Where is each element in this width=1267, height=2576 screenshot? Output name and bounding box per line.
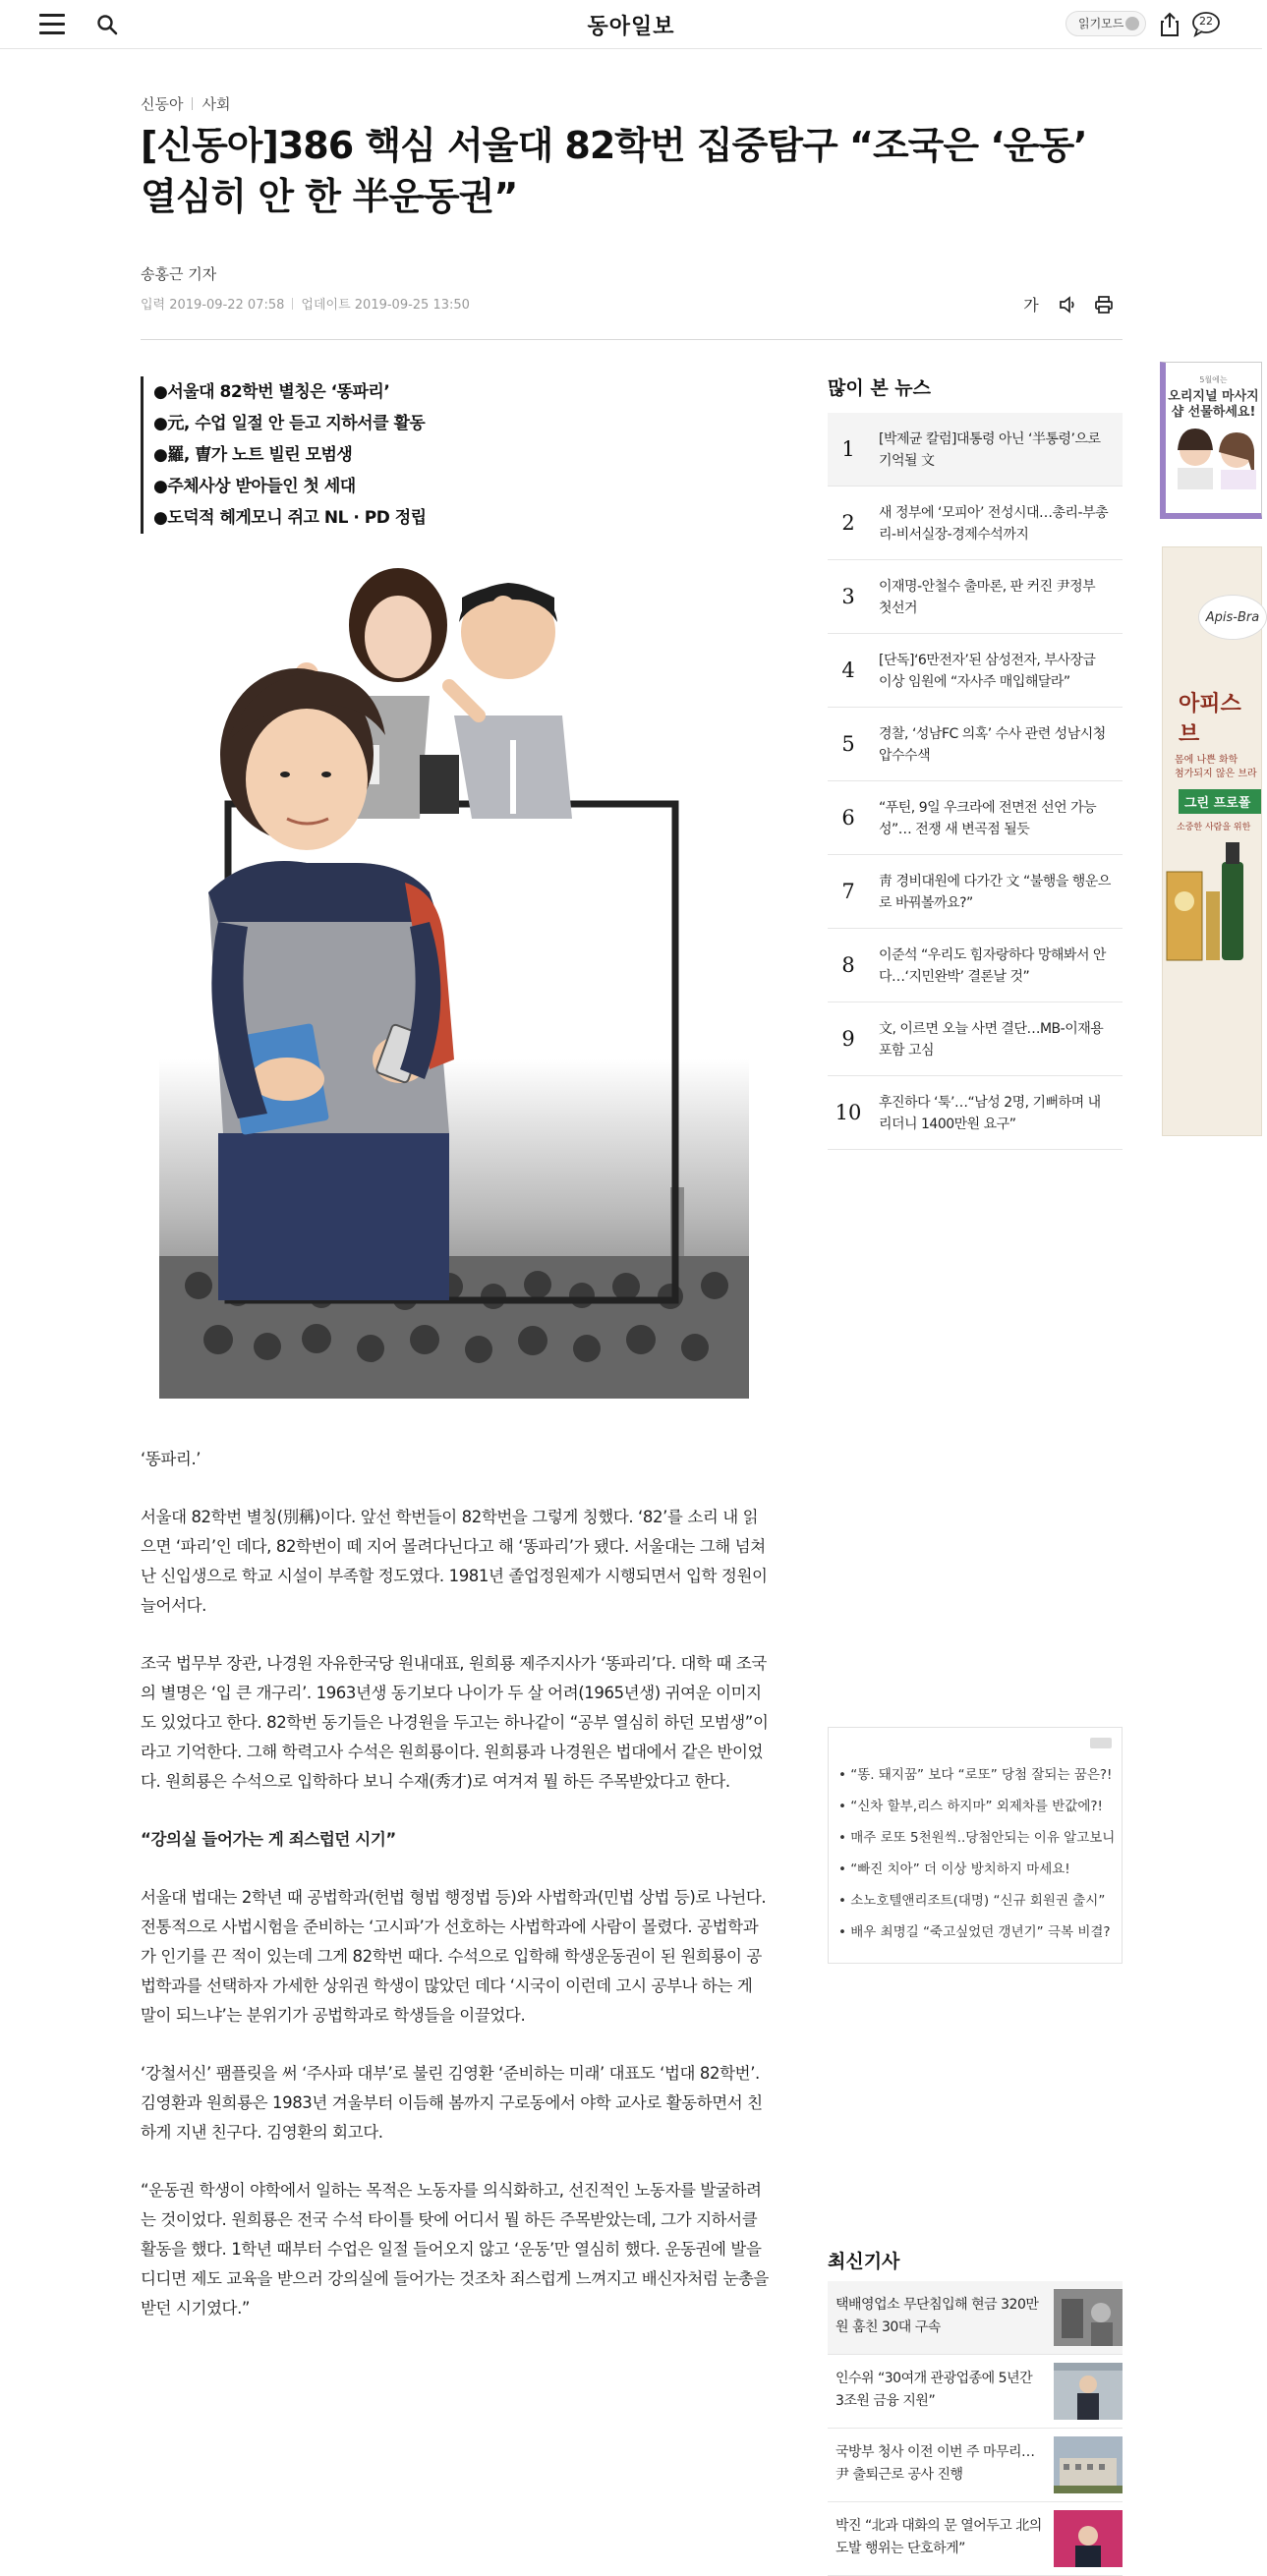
rank-number: 2: [841, 511, 855, 535]
article-summary: [141, 376, 427, 534]
latest-news-thumbnail[interactable]: [1054, 2289, 1123, 2346]
latest-news-list: [828, 2281, 1123, 2576]
most-viewed-headline[interactable]: 후진하다 ‘툭’…“남성 2명, 기뻐하며 내리더니 1400만원 요구”: [879, 1095, 1101, 1132]
latest-news-headline[interactable]: 국방부 청사 이전 이번 주 마무리…尹 출퇴근로 공사 진행: [835, 2444, 1035, 2483]
read-mode-label: 읽기모드: [1078, 17, 1124, 30]
ad-kicker: 5월에는: [1199, 375, 1228, 384]
most-viewed-item[interactable]: [828, 1002, 1123, 1076]
rank-number: 4: [841, 658, 855, 682]
update-date: 업데이트 2019-09-25 13:50: [301, 298, 470, 313]
rank-number: 9: [841, 1027, 855, 1051]
most-viewed-item[interactable]: [828, 560, 1123, 634]
ad-copy: 첨가되지 않은 브라: [1175, 769, 1257, 779]
most-viewed-headline[interactable]: [단독]‘6만전자’된 삼성전자, 부사장급 이상 임원에 “자사주 매입해달라”: [879, 653, 1096, 690]
latest-news-thumbnail[interactable]: [1054, 2436, 1123, 2493]
read-mode-toggle[interactable]: [1065, 11, 1146, 36]
summary-item: ●도덕적 헤게모니 쥐고 NL · PD 정립: [153, 508, 427, 528]
body-paragraph: “운동권 학생이 야학에서 일하는 목적은 노동자를 의식화하고, 선진적인 노동자를 발굴하려는 것이었다. 원희룡은 전국 수석 타이틀 탓에 어디서 뭘 하든 주목받았는데, 그가 지하서클 활동을 했다. 1학년 때부터 수업은 일절 들어오지 않고 ‘운동’만 열심히 했다. 운동권에 발을 디디면 제도 교육을 받으러 강의실에 들어가는 것조차 죄스럽게 느껴지고 배신자처럼 눈총을 받던 시기였다.”: [141, 2181, 769, 2318]
ad-copy: 소중한 사람을 위한: [1177, 823, 1251, 832]
share-icon[interactable]: [1158, 12, 1181, 37]
breadcrumb: [141, 93, 230, 114]
rank-number: 5: [841, 732, 855, 756]
latest-news-thumbnail[interactable]: [1054, 2510, 1123, 2567]
toggle-knob: [1125, 17, 1139, 30]
top-bar: [0, 0, 1262, 49]
article-title: [신동아]386 핵심 서울대 82학번 집중탐구 “조국은 ‘운동’ 열심히 안 한 半운동권”: [141, 124, 1087, 218]
breadcrumb-category[interactable]: 사회: [202, 95, 231, 113]
most-viewed-headline[interactable]: 文, 이르면 오늘 사면 결단…MB-이재용 포함 고심: [879, 1021, 1104, 1059]
most-viewed-item[interactable]: [828, 634, 1123, 708]
most-viewed-item[interactable]: [828, 1076, 1123, 1150]
latest-news-headline[interactable]: 택배영업소 무단침입해 현금 320만 원 훔친 30대 구속: [835, 2297, 1039, 2335]
latest-news-title: 최신기사: [828, 2251, 900, 2272]
rank-number: 7: [841, 880, 855, 903]
latest-news-headline[interactable]: 인수위 “30여개 관광업종에 5년간 3조원 금융 지원”: [835, 2371, 1033, 2409]
latest-news-thumbnail[interactable]: [1054, 2363, 1123, 2420]
ad-brand-title: 아피스브: [1179, 692, 1241, 747]
most-viewed-headline[interactable]: “푸틴, 9일 우크라에 전면전 선언 가능성”… 전쟁 새 변곡점 될듯: [879, 800, 1097, 837]
latest-news-item[interactable]: [828, 2429, 1123, 2502]
rank-number: 6: [841, 806, 855, 830]
most-viewed-headline[interactable]: 이재명-안철수 출마론, 판 커진 尹정부 첫선거: [879, 579, 1096, 616]
ad-people-image: [1166, 421, 1264, 489]
rank-number: 10: [835, 1101, 862, 1124]
sponsored-links-box: [828, 1727, 1123, 1964]
sponsored-link[interactable]: • “빠진 치아” 더 이상 방치하지 마세요!: [838, 1861, 1070, 1877]
site-logo[interactable]: 동아일보: [587, 14, 675, 39]
sponsored-link[interactable]: • 배우 최명길 “죽고싶었던 갱년기” 극복 비결?: [838, 1924, 1111, 1940]
ad-tag: [1090, 1738, 1112, 1748]
font-size-button[interactable]: 가: [1023, 296, 1039, 315]
body-paragraph: 서울대 82학번 별칭(別稱)이다. 앞선 학번들이 82학번을 그렇게 칭했다. ‘82’를 소리 내 읽으면 ‘파리’인 데다, 82학번이 떼 지어 몰려다닌다고 해 ‘똥파리’가 됐다. 서울대는 그해 넘쳐난 신입생으로 학교 시설이 부족할 정도였다. 1981년 졸업정원제가 시행되면서 입학 정원이 늘어서다.: [141, 1508, 768, 1615]
summary-item: ●元, 수업 일절 안 듣고 지하서클 활동: [153, 414, 426, 433]
summary-item: ●羅, 曺가 노트 빌린 모범생: [153, 445, 353, 465]
author-byline[interactable]: 송홍근 기자: [141, 265, 217, 283]
most-viewed-item[interactable]: [828, 413, 1123, 487]
ad-product-image: [1163, 832, 1261, 970]
rank-number: 1: [841, 437, 855, 461]
sponsored-link[interactable]: • “똥. 돼지꿈” 보다 “로또” 당첨 잘되는 꿈은?!: [838, 1767, 1113, 1783]
most-viewed-item[interactable]: [828, 781, 1123, 855]
latest-news-item[interactable]: [828, 2281, 1123, 2355]
ad-green-label: 그린 프로폴: [1179, 789, 1261, 814]
most-viewed-item[interactable]: [828, 708, 1123, 781]
rank-number: 8: [841, 953, 855, 977]
body-paragraph: 서울대 법대는 2학년 때 공법학과(헌법 형법 행정법 등)와 사법학과(민법 상법 등)로 나뉜다. 전통적으로 사법시험을 준비하는 ‘고시파’가 선호하는 사법학과에 사람이 몰렸다. 공법학과가 인기를 끈 적이 있는데 그게 82학번 때다. 수석으로 입학해 학생운동권이 된 원희룡이 공법학과를 선택하자 가세한 상위권 학생이 많았던 데다 ‘시국이 이런데 고시 공부나 하는 게 말이 되느냐’는 분위기가 공법학과로 학생들을 이끌었다.: [141, 1888, 767, 2025]
most-viewed-list: [828, 413, 1123, 1150]
sponsored-link[interactable]: • 소노호텔앤리조트(대명) “신규 회원권 출시”: [838, 1893, 1106, 1909]
breadcrumb-section[interactable]: 신동아: [141, 95, 184, 113]
input-date: 입력 2019-09-22 07:58: [141, 298, 285, 313]
rank-number: 3: [841, 585, 855, 608]
most-viewed-headline[interactable]: 경찰, ‘성남FC 의혹’ 수사 관련 성남시청 압수수색: [879, 726, 1106, 764]
header-divider: [141, 339, 1123, 340]
summary-item: ●서울대 82학번 별칭은 ‘똥파리’: [153, 382, 390, 402]
article-tools: [1015, 292, 1120, 319]
latest-news-item[interactable]: [828, 2502, 1123, 2576]
body-paragraph: ‘똥파리.’: [141, 1450, 202, 1468]
most-viewed-title: 많이 본 뉴스: [828, 377, 931, 399]
most-viewed-item[interactable]: [828, 487, 1123, 560]
sponsored-link[interactable]: • “신차 할부,리스 하지마” 외제차를 반값에?!: [838, 1799, 1103, 1814]
body-paragraph: 조국 법무부 장관, 나경원 자유한국당 원내대표, 원희룡 제주지사가 ‘똥파리’다. 대학 때 조국의 별명은 ‘입 큰 개구리’. 1963년생 동기보다 나이가 두 살 어려(1965년생) 귀여운 이미지도 있었다고 한다. 82학번 동기들은 나경원을 두고는 하나같이 “공부 열심히 하던 모범생”이라고 기억한다. 그해 학력고사 수석은 원희룡이다. 원희룡과 나경원은 법대에서 같은 반이었다. 원희룡은 수석으로 입학하다 보니 수재(秀才)로 여겨져 뭘 하든 주목받았다고 한다.: [141, 1654, 769, 1791]
ad-copy: 몸에 나쁜 화학: [1175, 755, 1238, 766]
sponsored-link[interactable]: • 매주 로또 5천원씩..당첨안되는 이유 알고보니: [838, 1830, 1116, 1846]
most-viewed-item[interactable]: [828, 929, 1123, 1002]
summary-item: ●주체사상 받아들인 첫 세대: [153, 477, 356, 496]
most-viewed-headline[interactable]: 靑 경비대원에 다가간 文 “불행을 행운으로 바꿔볼까요?”: [879, 874, 1111, 911]
print-icon[interactable]: [1088, 292, 1120, 319]
ad-banner-top[interactable]: [1160, 362, 1262, 519]
article-dates: [141, 294, 470, 313]
latest-news-item[interactable]: [828, 2355, 1123, 2429]
most-viewed-headline[interactable]: 새 정부에 ‘모피아’ 전성시대…총리-부총리-비서실장-경제수석까지: [879, 505, 1109, 543]
comment-count[interactable]: 22: [1199, 15, 1213, 28]
article-body: [141, 1445, 770, 2323]
ad-brand-logo: Apis-Bra: [1198, 595, 1267, 640]
ad-text: 오리지널 마사지샵 선물하세요!: [1168, 389, 1259, 420]
most-viewed-item[interactable]: [828, 855, 1123, 929]
body-paragraph: ‘강철서신’ 팸플릿을 써 ‘주사파 대부’로 불린 김영환 ‘준비하는 미래’ 대표도 ‘법대 82학번’. 김영환과 원희룡은 1983년 겨울부터 이듬해 봄까지 구로동에서 야학 교사로 활동하면서 친하게 지낸 친구다. 김영환의 회고다.: [141, 2064, 763, 2142]
latest-news-headline[interactable]: 박진 “北과 대화의 문 열어두고 北의 도발 행위는 단호하게”: [835, 2518, 1042, 2556]
most-viewed-headline[interactable]: [박제균 칼럼]대통령 아닌 ‘半통령’으로 기억될 文: [879, 431, 1101, 469]
most-viewed-headline[interactable]: 이준석 “우리도 힘자랑하다 망해봐서 안다…‘지민완박’ 결론날 것”: [879, 947, 1106, 985]
ad-banner-side[interactable]: [1162, 546, 1262, 1136]
body-subheading: “강의실 들어가는 게 죄스럽던 시기”: [141, 1830, 396, 1849]
speaker-icon[interactable]: [1052, 292, 1083, 319]
article-illustration[interactable]: [159, 568, 749, 1399]
